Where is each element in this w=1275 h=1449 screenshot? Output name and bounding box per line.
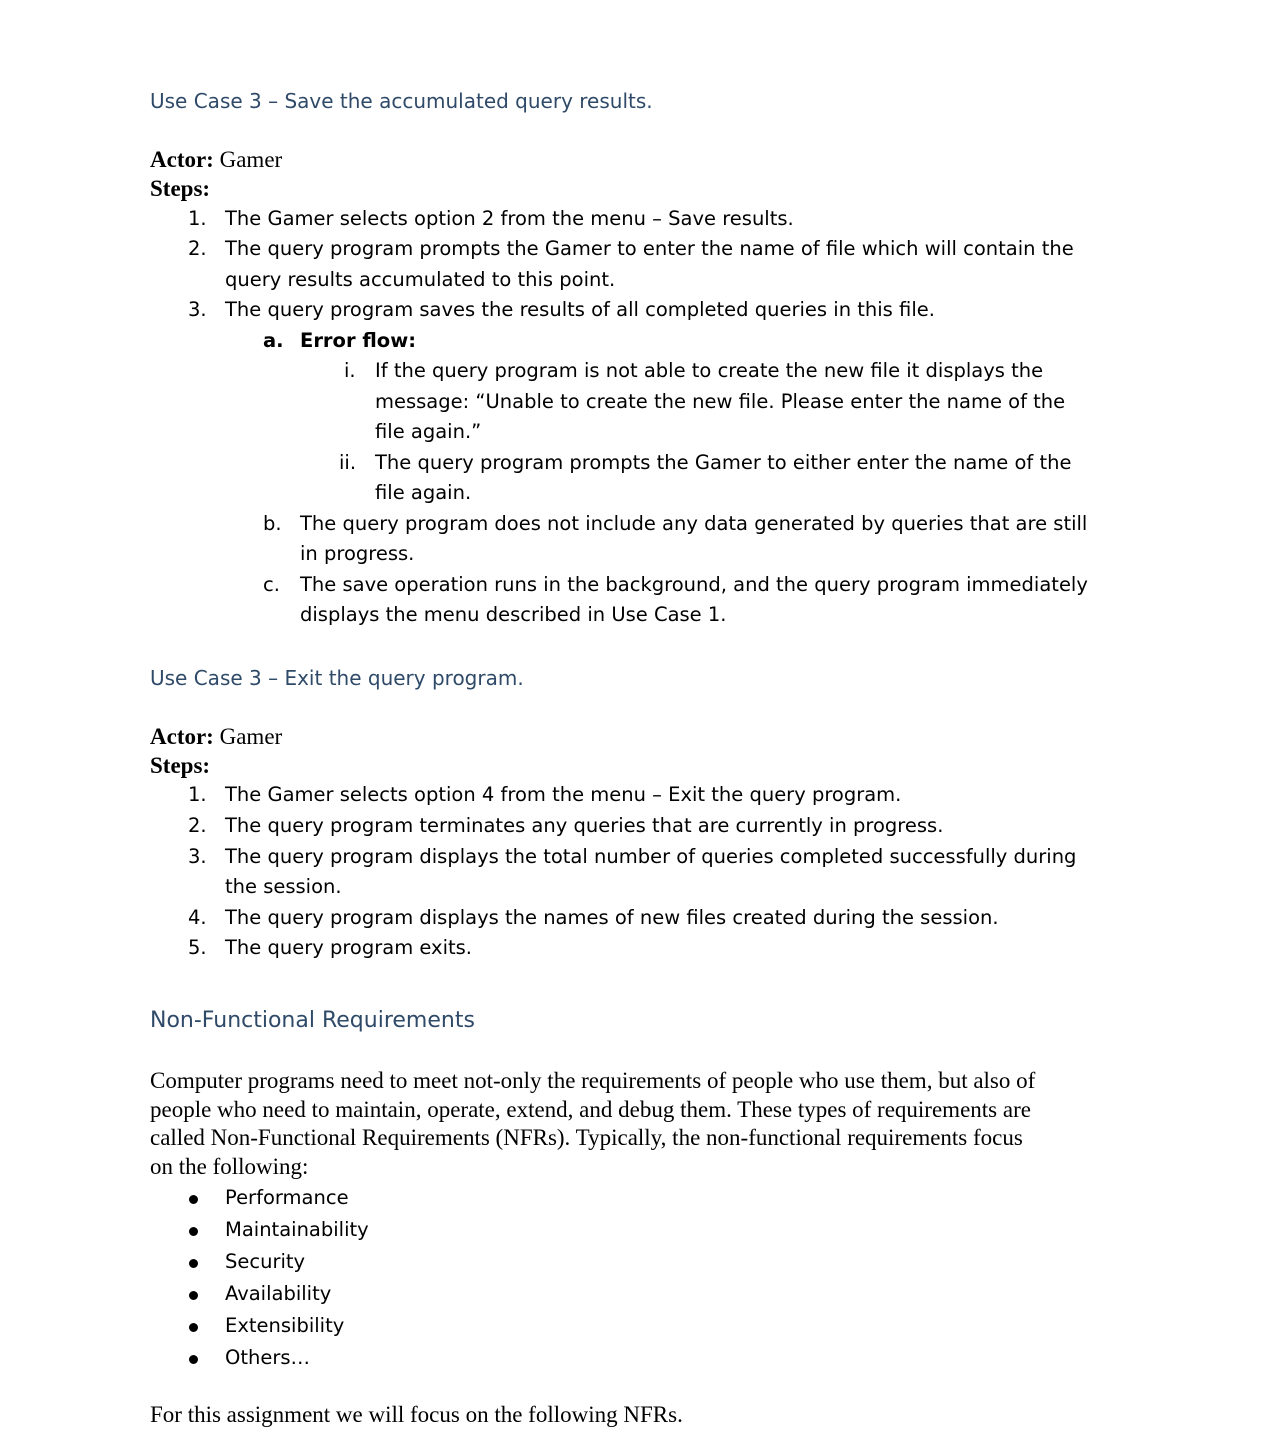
error-flow-label: Error flow:	[300, 329, 417, 352]
steps-label: Steps:	[150, 753, 211, 778]
step-text: query results accumulated to this point.	[225, 268, 616, 291]
bullet-icon	[189, 1227, 198, 1236]
substep-text: displays the menu described in Use Case 1.	[300, 603, 727, 626]
steps-label: Steps:	[150, 176, 211, 201]
section-heading-nfr: Non-Functional Requirements	[150, 1008, 475, 1033]
actor-label: Actor:	[150, 724, 214, 749]
bullet-icon	[189, 1355, 198, 1364]
substep-text: The save operation runs in the background, and the query program immediately	[300, 573, 1088, 596]
step-number: 5.	[188, 936, 207, 959]
bullet-item: Maintainability	[225, 1218, 369, 1241]
step-number: 3.	[188, 298, 207, 321]
step-number: 2.	[188, 237, 207, 260]
bullet-icon	[189, 1323, 198, 1332]
step-text: the session.	[225, 875, 342, 898]
step-text: The query program terminates any queries that are currently in progress.	[225, 814, 944, 837]
substep-letter: c.	[263, 573, 280, 596]
step-text: The query program exits.	[225, 936, 473, 959]
roman-text: The query program prompts the Gamer to either enter the name of the	[375, 451, 1072, 474]
step-number: 1.	[188, 207, 207, 230]
actor-line	[150, 724, 282, 750]
step-text: The query program saves the results of all completed queries in this file.	[225, 298, 935, 321]
bullet-item: Security	[225, 1250, 306, 1273]
paragraph-line: called Non-Functional Requirements (NFRs). Typically, the non-functional requirements focus	[150, 1125, 1023, 1150]
bullet-icon	[189, 1259, 198, 1268]
step-number: 3.	[188, 845, 207, 868]
roman-text: message: “Unable to create the new file. Please enter the name of the	[375, 390, 1066, 413]
step-text: The query program displays the total number of queries completed successfully during	[225, 845, 1077, 868]
step-text: The query program displays the names of new files created during the session.	[225, 906, 999, 929]
roman-text: file again.”	[375, 420, 482, 443]
bullet-item: Extensibility	[225, 1314, 345, 1337]
substep-letter: a.	[263, 329, 284, 352]
step-text: The Gamer selects option 4 from the menu – Exit the query program.	[225, 783, 902, 806]
bullet-icon	[189, 1195, 198, 1204]
bullet-item: Performance	[225, 1186, 349, 1209]
paragraph-line: Computer programs need to meet not-only the requirements of people who use them, but also of	[150, 1068, 1036, 1093]
actor-value: Gamer	[219, 724, 283, 749]
section-heading-save: Use Case 3 – Save the accumulated query results.	[150, 89, 653, 113]
bullet-icon	[189, 1291, 198, 1300]
substep-text: The query program does not include any data generated by queries that are still	[300, 512, 1088, 535]
roman-text: If the query program is not able to create the new file it displays the	[375, 359, 1044, 382]
closing-paragraph: For this assignment we will focus on the following NFRs.	[150, 1402, 683, 1427]
section-heading-exit: Use Case 3 – Exit the query program.	[150, 666, 524, 690]
step-number: 4.	[188, 906, 207, 929]
actor-label: Actor:	[150, 147, 214, 172]
actor-value: Gamer	[219, 147, 283, 172]
roman-number: ii.	[339, 451, 357, 474]
substep-text: in progress.	[300, 542, 415, 565]
substep-letter: b.	[263, 512, 282, 535]
bullet-item: Others…	[225, 1346, 311, 1369]
step-text: The query program prompts the Gamer to enter the name of file which will contain the	[225, 237, 1074, 260]
step-number: 2.	[188, 814, 207, 837]
roman-number: i.	[344, 359, 356, 382]
step-text: The Gamer selects option 2 from the menu – Save results.	[225, 207, 794, 230]
roman-text: file again.	[375, 481, 472, 504]
paragraph-line: on the following:	[150, 1154, 309, 1179]
actor-line	[150, 147, 282, 173]
step-number: 1.	[188, 783, 207, 806]
bullet-item: Availability	[225, 1282, 332, 1305]
paragraph-line: people who need to maintain, operate, extend, and debug them. These types of requirements are	[150, 1097, 1031, 1122]
